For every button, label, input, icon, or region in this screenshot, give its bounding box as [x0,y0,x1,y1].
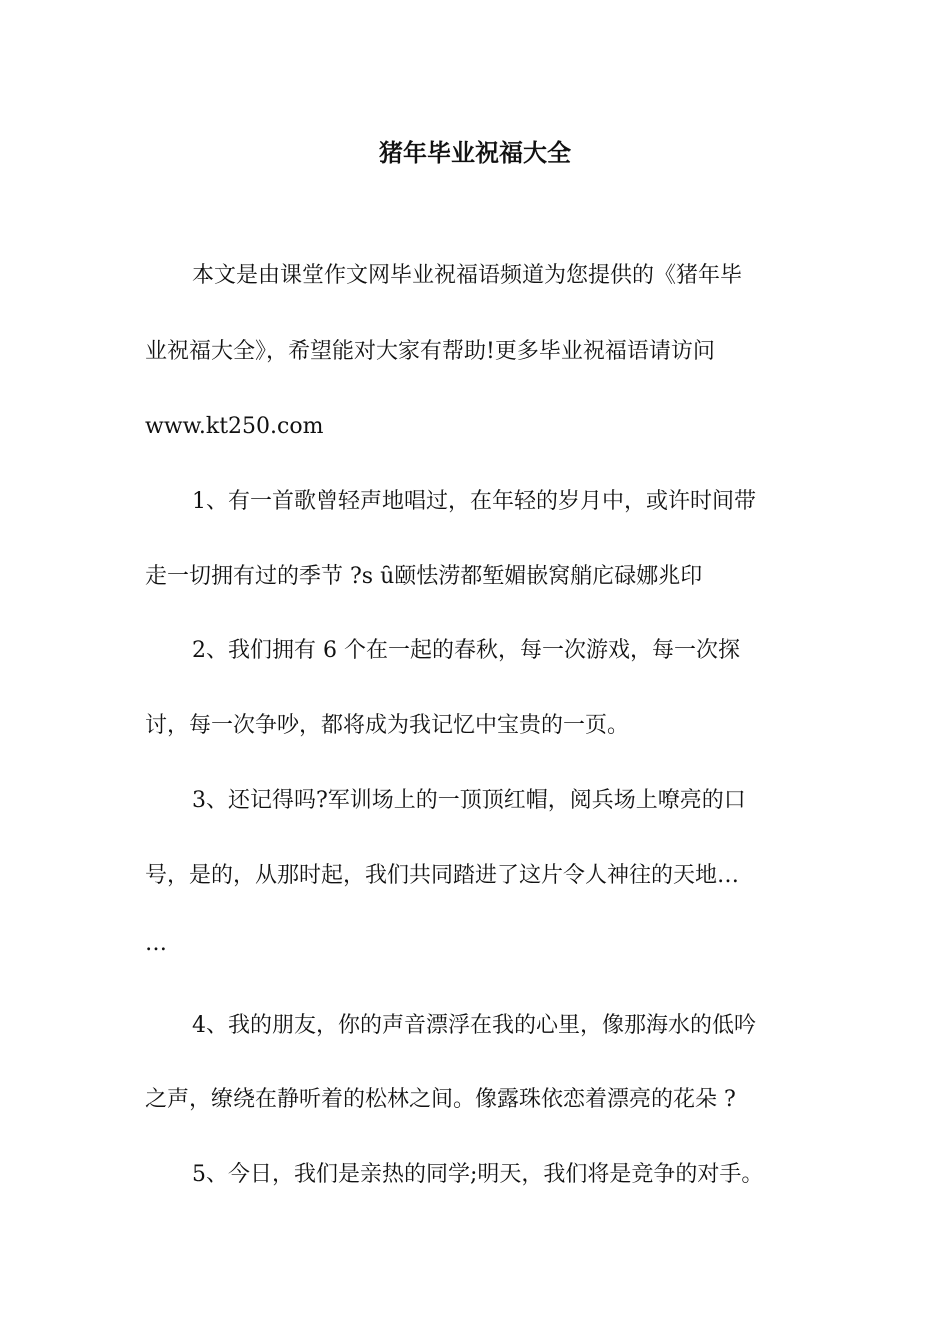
document-title: 猪年毕业祝福大全 [379,139,571,167]
paragraph-line: 走一切拥有过的季节 ?s ȗ颐怯涝都堑媚嵌窝艄庀碌娜兆印 [145,564,703,589]
paragraph-line: 讨，每一次争吵，都将成为我记忆中宝贵的一页。 [145,713,630,738]
paragraph-line: 2、我们拥有 6 个在一起的春秋，每一次游戏，每一次探 [192,638,740,663]
paragraph-line: 业祝福大全》，希望能对大家有帮助!更多毕业祝福语请访问 [145,339,715,364]
paragraph-line: www.kt250.com [145,414,324,439]
paragraph-line: 5、今日，我们是亲热的同学;明天，我们将是竞争的对手。 [192,1162,764,1187]
paragraph-line: 之声，缭绕在静听着的松林之间。像露珠依恋着漂亮的花朵 ? [145,1087,736,1112]
paragraph-line: 本文是由课堂作文网毕业祝福语频道为您提供的《猪年毕 [192,263,743,288]
paragraph-line: 1、有一首歌曾轻声地唱过，在年轻的岁月中，或许时间带 [192,489,756,514]
paragraph-line: … [145,931,167,956]
paragraph-line: 4、我的朋友，你的声音漂浮在我的心里，像那海水的低吟 [192,1013,756,1038]
paragraph-line: 号，是的，从那时起，我们共同踏进了这片令人神往的天地… [145,863,740,888]
paragraph-line: 3、还记得吗?军训场上的一顶顶红帽，阅兵场上嘹亮的口 [192,788,746,813]
